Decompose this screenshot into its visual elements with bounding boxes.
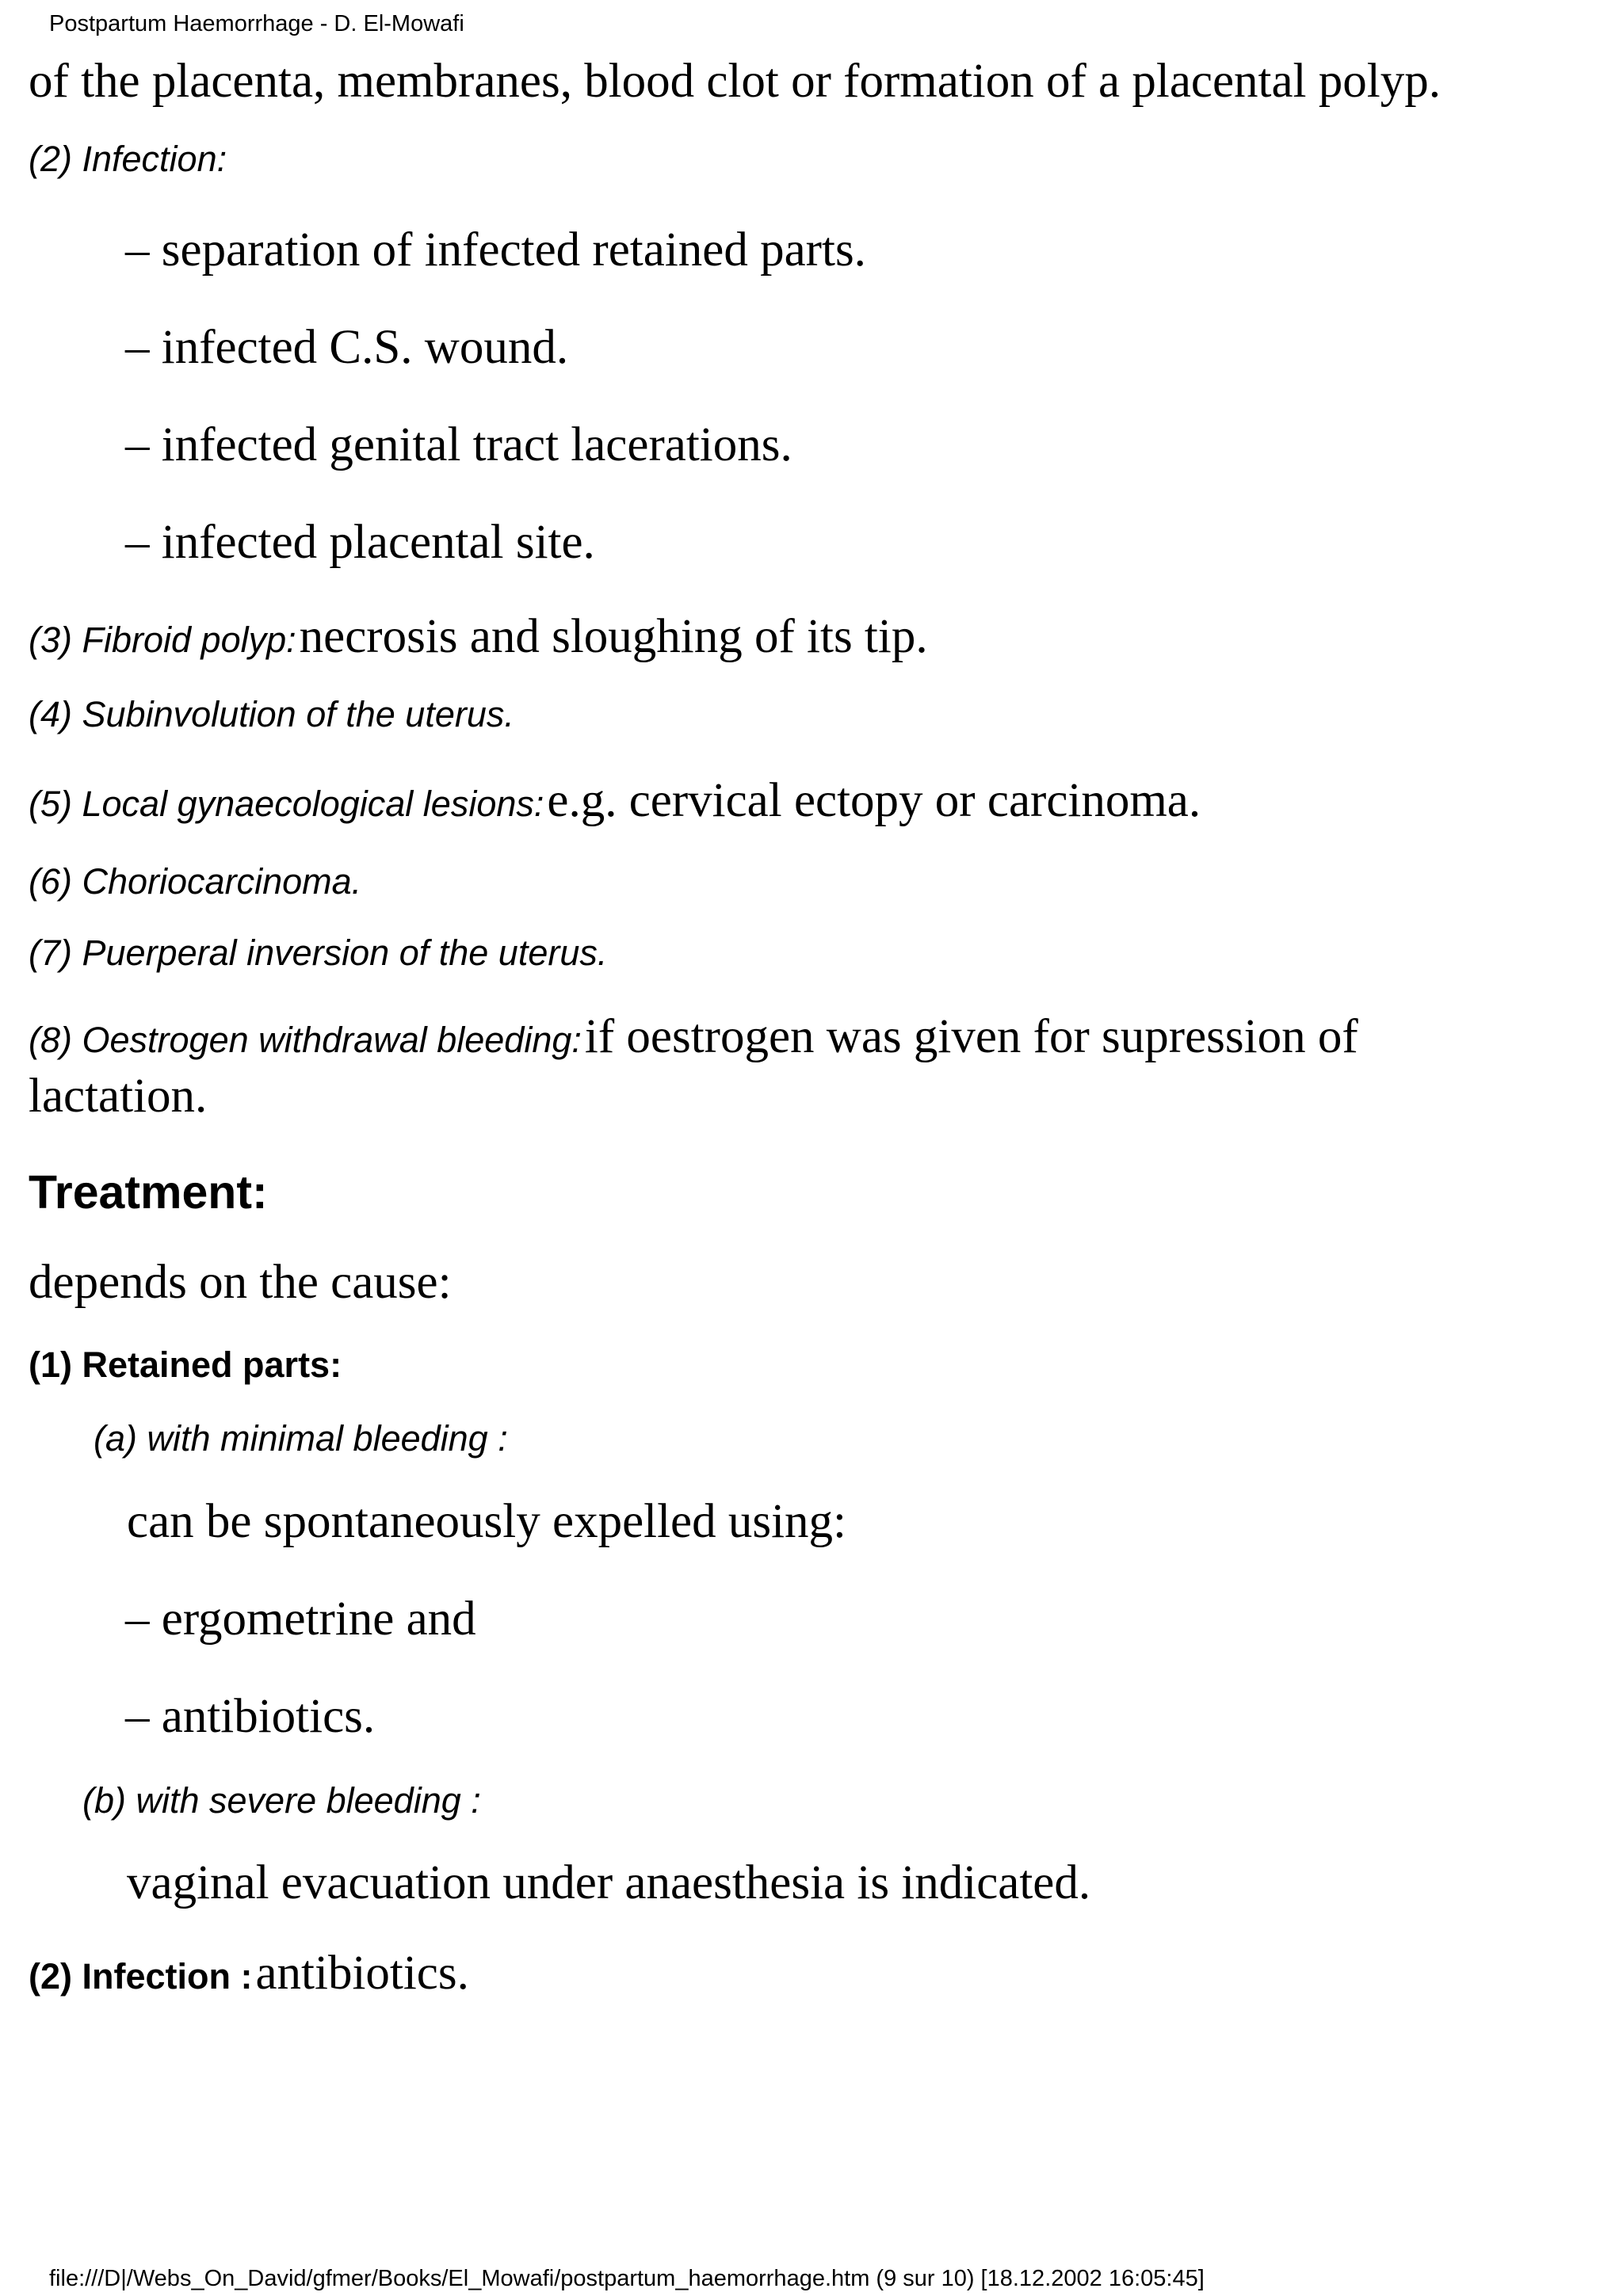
severe-bleeding-text: vaginal evacuation under anaesthesia is indicated. <box>127 1856 1091 1909</box>
minimal-bleeding-item <box>125 1692 375 1741</box>
oestrogen-text-continued: lactation. <box>29 1070 208 1123</box>
oestrogen-text: if oestrogen was given for supression of <box>584 1010 1358 1063</box>
infection-list-item <box>125 516 595 569</box>
retained-parts-heading: (1) Retained parts: <box>29 1344 342 1385</box>
infection-list-item <box>125 418 792 471</box>
local-lesions-label: (5) Local gynaecological lesions: <box>29 784 544 824</box>
infection-item-text: infected C.S. wound. <box>161 321 569 374</box>
dash-bullet: – <box>125 223 150 277</box>
treatment-intro: depends on the cause: <box>29 1256 452 1309</box>
oestrogen-line <box>29 1010 1358 1063</box>
severe-bleeding-label: (b) with severe bleeding : <box>82 1780 481 1821</box>
dash-bullet: – <box>125 1690 150 1743</box>
page-header-title: Postpartum Haemorrhage - D. El-Mowafi <box>49 11 464 36</box>
minimal-bleeding-text: can be spontaneously expelled using: <box>127 1495 847 1548</box>
infection-item-text: separation of infected retained parts. <box>161 223 866 277</box>
infection-heading: (2) Infection: <box>29 139 227 179</box>
dash-bullet: – <box>125 418 150 471</box>
minimal-bleeding-label: (a) with minimal bleeding : <box>94 1418 508 1459</box>
fibroid-label: (3) Fibroid polyp: <box>29 620 296 660</box>
dash-bullet: – <box>125 321 150 374</box>
infection-list-item <box>125 323 568 372</box>
fibroid-line <box>29 612 928 661</box>
infection-treatment-line <box>29 1947 469 2000</box>
minimal-item-text: ergometrine and <box>161 1592 476 1646</box>
dash-bullet: – <box>125 516 150 569</box>
oestrogen-label: (8) Oestrogen withdrawal bleeding: <box>29 1020 582 1060</box>
continuation-text: of the placenta, membranes, blood clot or formation of a placental polyp. <box>29 55 1441 108</box>
infection-list-item <box>125 223 866 277</box>
inversion-text: (7) Puerperal inversion of the uterus. <box>29 933 608 973</box>
subinvolution-text: (4) Subinvolution of the uterus. <box>29 694 514 734</box>
minimal-bleeding-item <box>125 1592 476 1646</box>
minimal-item-text: antibiotics. <box>161 1690 376 1743</box>
infection-treatment-text: antibiotics. <box>255 1947 469 2000</box>
infection-item-text: infected placental site. <box>161 516 595 569</box>
dash-bullet: – <box>125 1592 150 1646</box>
page-footer-path: file:///D|/Webs_On_David/gfmer/Books/El_Mowafi/postpartum_haemorrhage.htm (9 sur 10) [18.12.2002 16:05:45] <box>49 2266 1205 2291</box>
local-lesions-text: e.g. cervical ectopy or carcinoma. <box>547 774 1201 827</box>
infection-item-text: infected genital tract lacerations. <box>161 418 792 471</box>
treatment-heading: Treatment: <box>29 1166 268 1219</box>
fibroid-text: necrosis and sloughing of its tip. <box>299 610 928 663</box>
local-lesions-line <box>29 776 1201 825</box>
choriocarcinoma-text: (6) Choriocarcinoma. <box>29 861 362 902</box>
infection-treatment-label: (2) Infection : <box>29 1956 253 1997</box>
